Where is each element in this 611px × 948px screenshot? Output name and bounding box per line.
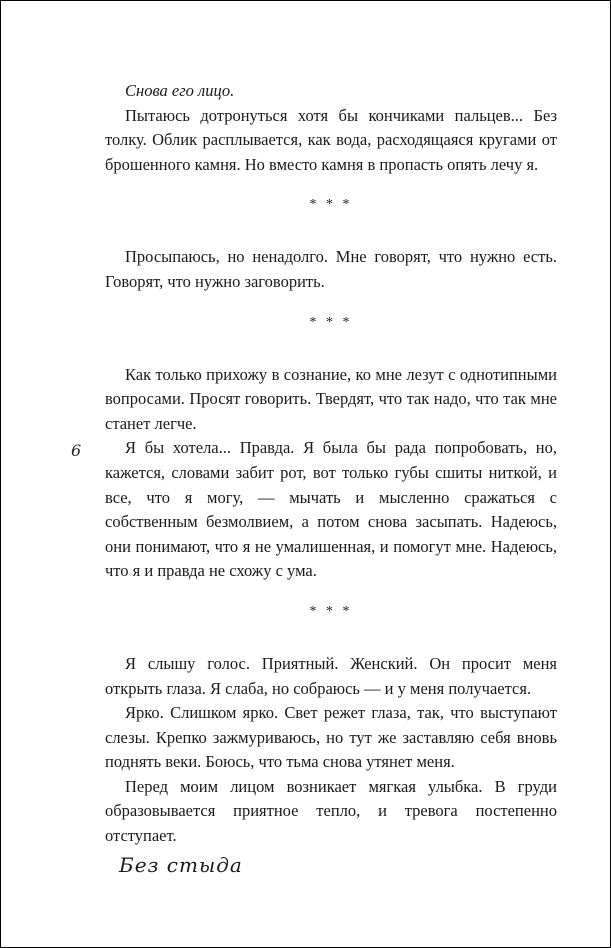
paragraph: Снова его лицо. (125, 81, 235, 100)
paragraph: Я бы хотела... Правда. Я была бы рада попробовать, но, кажется, словами забит рот, вот только губы сшиты ниткой, и все, что я могу, — мычать и мысленно сражаться с собственным безмолвием, а потом снова засыпать. Надеюсь, они понимают, что я не умалишенная, и помогут мне. Надеюсь, что я и правда не схожу с ума. (105, 438, 557, 581)
paragraph: Перед моим лицом возникает мягкая улыбка. В груди образовывается приятное тепло, и тревога постепенно отступает. (105, 776, 557, 846)
page-number: 6 (71, 441, 82, 460)
running-head: Без стыда (119, 853, 243, 877)
paragraph: Ярко. Слишком ярко. Свет режет глаза, так, что выступают слезы. Крепко зажмуриваюсь, но тут же заставляю себя вновь поднять веки. Боюсь, что тьма снова утянет меня. (105, 703, 557, 772)
paragraph: Пытаюсь дотронуться хотя бы кончиками пальцев... Без толку. Облик расплывается, как вода, расходящаяся кругами от брошенного камня. Но вместо камня в пропасть опять лечу я. (105, 105, 557, 174)
section-separator: * * * (309, 197, 353, 213)
body-text (105, 79, 557, 849)
paragraph: Просыпаюсь, но ненадолго. Мне говорят, что нужно есть. Говорят, что нужно заговорить. (105, 247, 557, 291)
paragraph: Я слышу голос. Приятный. Женский. Он просит меня открыть глаза. Я слаба, но собраюсь — и у меня получается. (105, 653, 557, 698)
section-separator: * * * (309, 314, 353, 330)
section-separator: * * * (309, 603, 353, 619)
paragraph: Как только прихожу в сознание, ко мне лезут с однотипными вопросами. Просят говорить. Твердят, что так надо, что так мне станет легче. (105, 364, 557, 433)
